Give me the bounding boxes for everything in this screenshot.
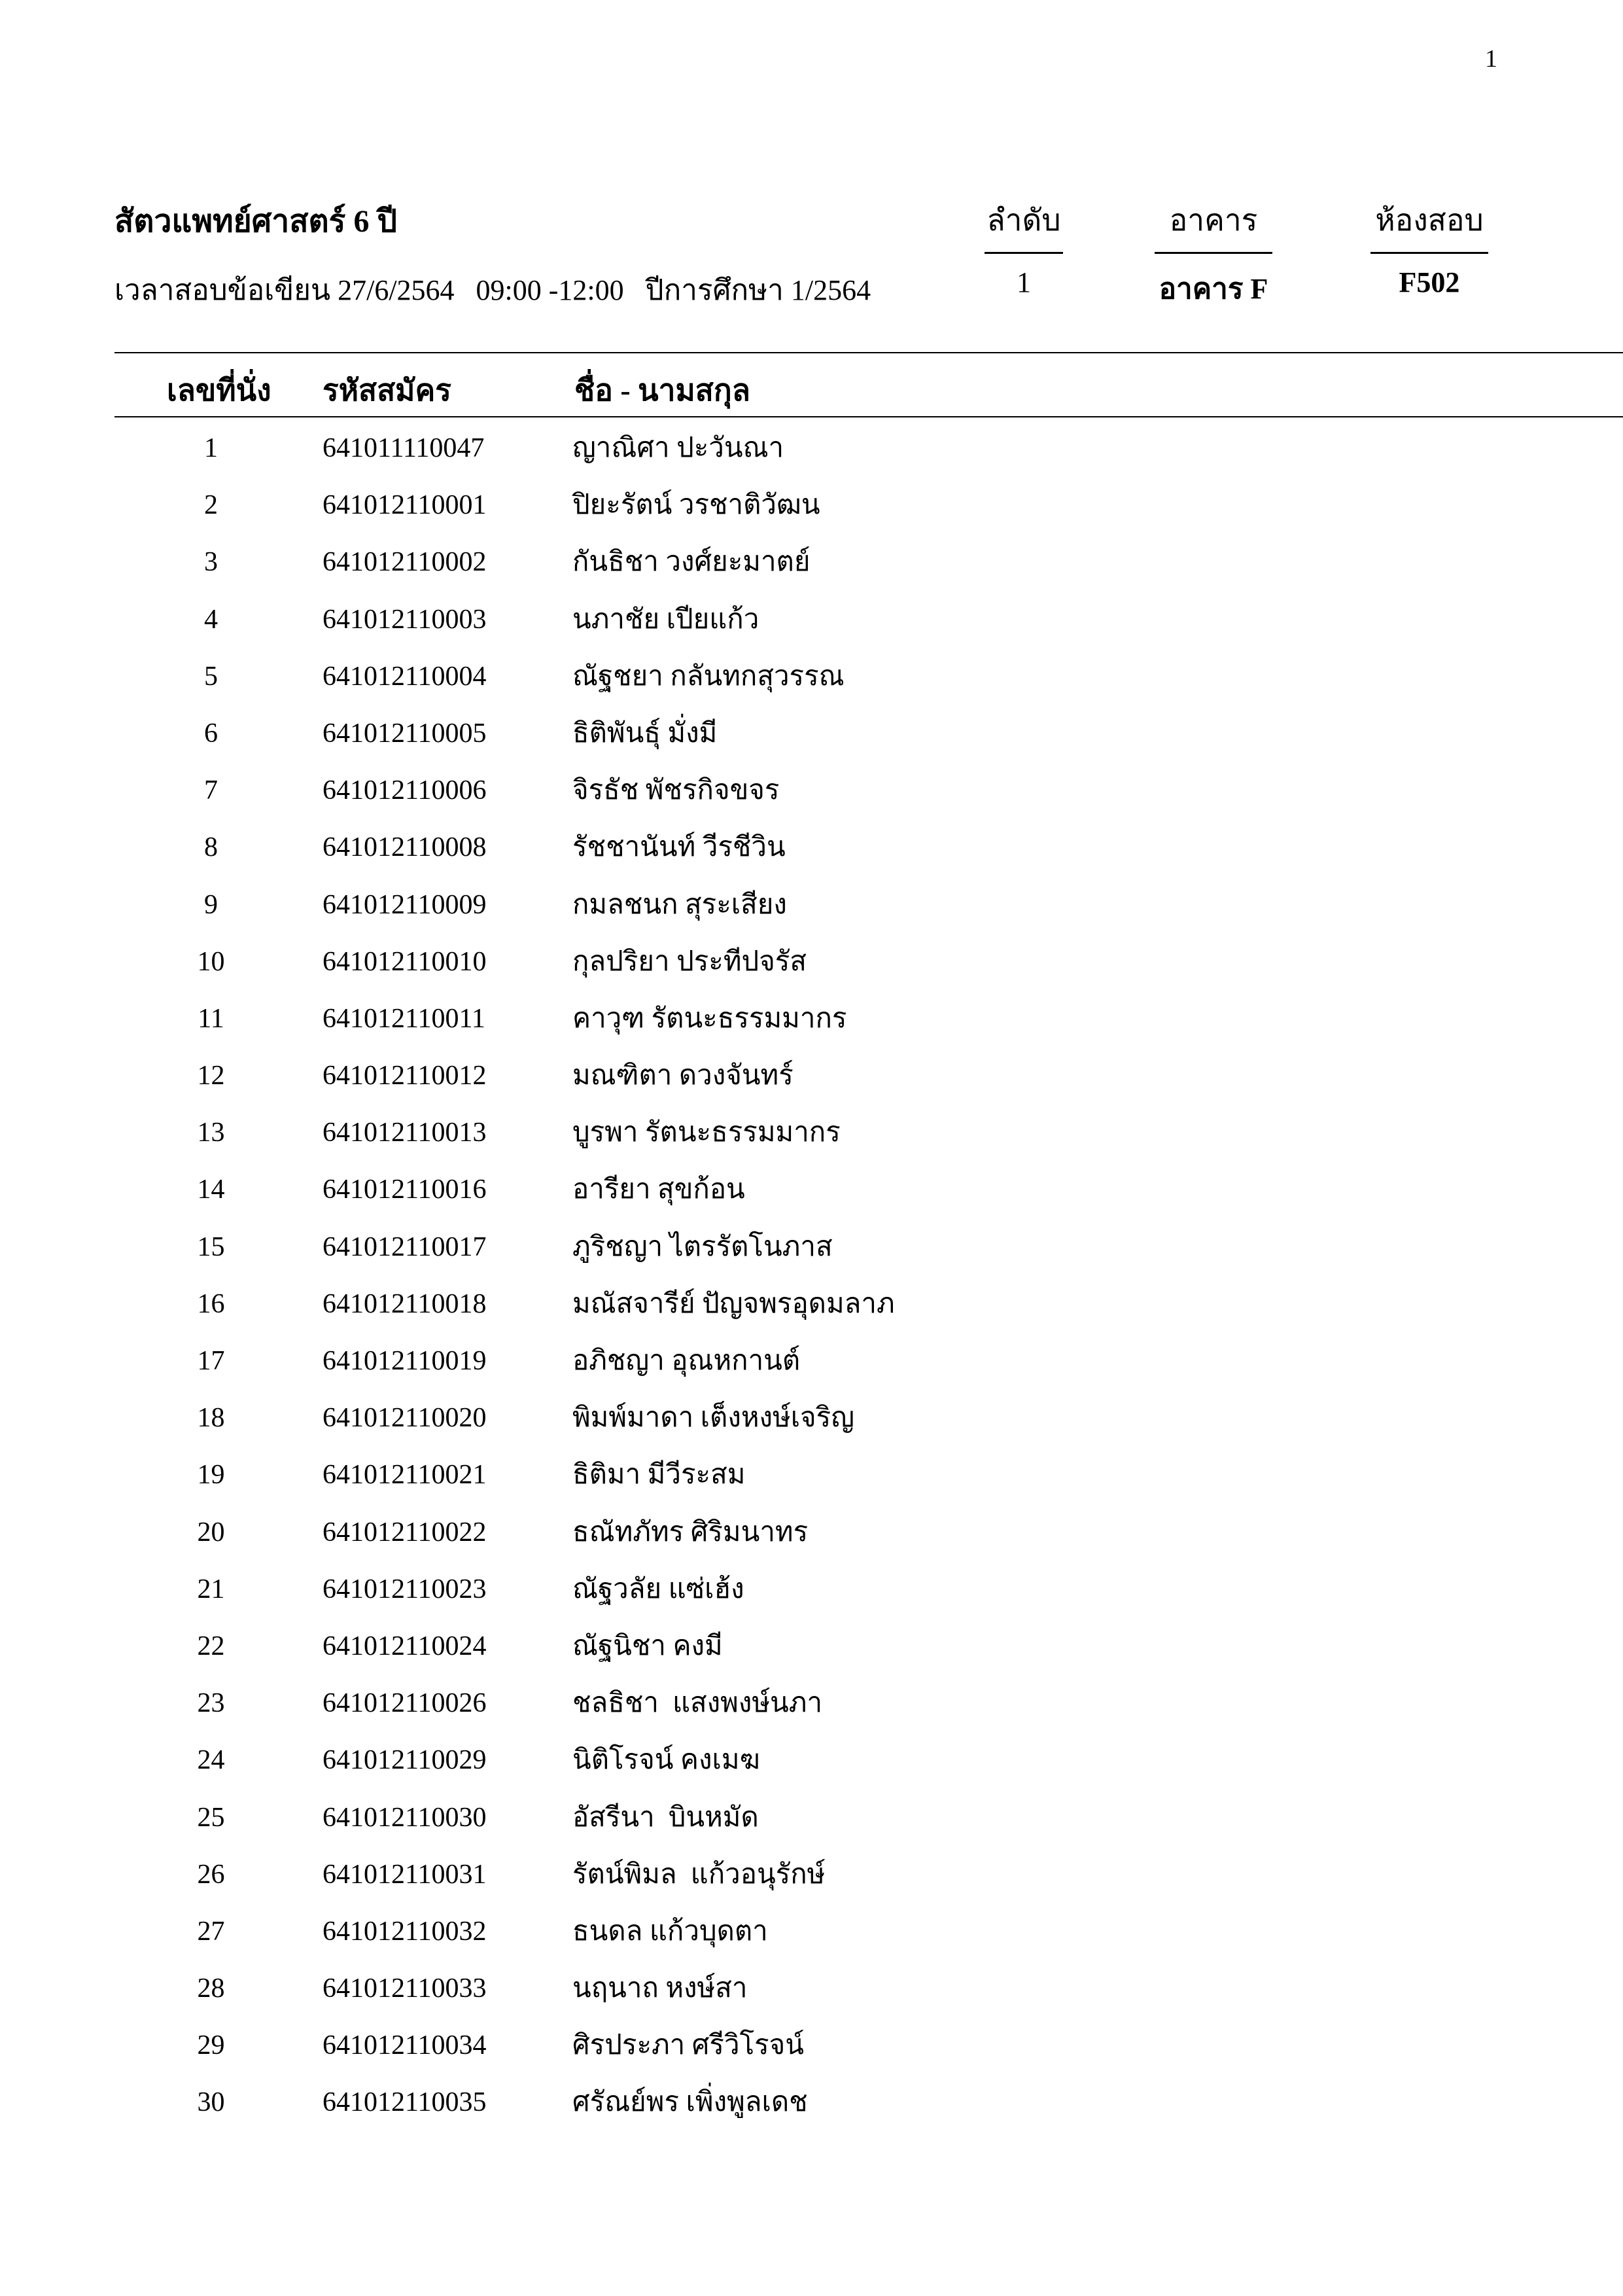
table-row xyxy=(0,771,1623,828)
seat-number: 10 xyxy=(197,946,225,977)
seat-number: 9 xyxy=(204,889,218,920)
seat-number: 27 xyxy=(197,1916,225,1947)
column-header-seat: เลขที่นั่ง xyxy=(167,374,271,407)
room-label: ห้องสอบ xyxy=(1375,203,1484,237)
seat-number: 4 xyxy=(204,604,218,635)
seat-number: 3 xyxy=(204,547,218,578)
seat-number: 17 xyxy=(197,1346,225,1376)
applicant-code: 641012110008 xyxy=(323,832,487,863)
seat-number: 14 xyxy=(197,1174,225,1205)
table-row xyxy=(0,942,1623,999)
table-row xyxy=(0,657,1623,714)
applicant-code: 641012110017 xyxy=(323,1231,487,1262)
table-row xyxy=(0,1227,1623,1284)
applicant-code: 641012110030 xyxy=(323,1802,487,1833)
table-row xyxy=(0,1969,1623,2026)
applicant-code: 641012110020 xyxy=(323,1403,487,1434)
table-row xyxy=(0,1398,1623,1455)
room-column xyxy=(1364,196,1495,299)
applicant-name: กันธิชา วงศ์ยะมาตย์ xyxy=(572,547,811,578)
applicant-code: 641012110012 xyxy=(323,1061,487,1091)
applicant-name: ธนดล แก้วบุดตา xyxy=(572,1916,768,1947)
applicant-name: มณัสจารีย์ ปัญจพรอุดมลาภ xyxy=(572,1288,895,1319)
table-row xyxy=(0,1284,1623,1341)
applicant-name: ธิติพันธุ์ มั่งมี xyxy=(572,718,718,749)
applicant-code: 641012110035 xyxy=(323,2087,487,2118)
seat-number: 6 xyxy=(204,718,218,749)
applicant-code: 641012110009 xyxy=(323,889,487,920)
applicant-name: ธณัทภัทร ศิริมนาทร xyxy=(572,1517,809,1547)
seat-number: 23 xyxy=(197,1688,225,1719)
seat-number: 20 xyxy=(197,1517,225,1547)
applicant-code: 641012110034 xyxy=(323,2030,487,2061)
seat-number: 22 xyxy=(197,1631,225,1661)
table-row xyxy=(0,600,1623,657)
room-value: F502 xyxy=(1399,266,1460,298)
table-row xyxy=(0,1113,1623,1170)
applicant-code: 641012110003 xyxy=(323,604,487,635)
table-row xyxy=(0,429,1623,486)
seat-number: 19 xyxy=(197,1460,225,1491)
applicant-name: นภาชัย เปียแก้ว xyxy=(572,604,759,635)
seat-number: 24 xyxy=(197,1745,225,1776)
seat-number: 1 xyxy=(204,433,218,463)
order-column xyxy=(968,196,1079,299)
applicant-name: มณฑิตา ดวงจันทร์ xyxy=(572,1061,794,1091)
seat-number: 11 xyxy=(198,1003,224,1034)
applicant-name: รัชชานันท์ วีรชีวิน xyxy=(572,832,786,863)
table-row xyxy=(0,1855,1623,1912)
applicant-name: คาวุฑ รัตนะธรรมมากร xyxy=(572,1003,847,1034)
table-row xyxy=(0,1170,1623,1227)
applicant-code: 641012110004 xyxy=(323,661,487,692)
applicant-code: 641012110011 xyxy=(323,1003,485,1034)
table-row xyxy=(0,1056,1623,1113)
program-title: สัตวแพทย์ศาสตร์ 6 ปี xyxy=(114,204,397,239)
seat-number: 8 xyxy=(204,832,218,863)
applicant-name: รัตน์พิมล แก้วอนุรักษ์ xyxy=(572,1859,826,1890)
seat-number: 18 xyxy=(197,1403,225,1434)
applicant-name: ณัฐวลัย แซ่เฮ้ง xyxy=(572,1574,744,1604)
applicant-code: 641012110019 xyxy=(323,1346,487,1376)
seat-number: 7 xyxy=(204,775,218,806)
applicant-code: 641011110047 xyxy=(323,433,485,463)
table-row xyxy=(0,1455,1623,1512)
table-row xyxy=(0,1798,1623,1855)
applicant-name: อภิชญา อุณหกานต์ xyxy=(572,1346,801,1376)
applicant-code: 641012110023 xyxy=(323,1574,487,1604)
applicant-name: ธิติมา มีวีระสม xyxy=(572,1460,746,1491)
applicant-code: 641012110016 xyxy=(323,1174,487,1205)
applicant-code: 641012110024 xyxy=(323,1631,487,1661)
applicant-name: ณัฐนิชา คงมี xyxy=(572,1631,723,1661)
applicant-name: กมลชนก สุระเสียง xyxy=(572,889,787,920)
order-label: ลำดับ xyxy=(986,203,1061,237)
seat-number: 13 xyxy=(197,1118,225,1148)
seat-number: 26 xyxy=(197,1859,225,1890)
applicant-code: 641012110031 xyxy=(323,1859,487,1890)
applicant-name: ศิรประภา ศรีวิโรจน์ xyxy=(572,2030,805,2061)
table-top-rule xyxy=(114,352,1623,353)
table-header-rule xyxy=(114,416,1623,417)
applicant-name: จิรธัช พัชรกิจขจร xyxy=(572,775,780,806)
table-row xyxy=(0,1740,1623,1797)
table-row xyxy=(0,1341,1623,1398)
seat-number: 30 xyxy=(197,2087,225,2118)
table-row xyxy=(0,885,1623,942)
seat-number: 15 xyxy=(197,1231,225,1262)
building-value: อาคาร F xyxy=(1159,273,1268,305)
seat-number: 28 xyxy=(197,1973,225,2004)
column-header-code: รหัสสมัคร xyxy=(323,374,451,407)
applicant-code: 641012110002 xyxy=(323,547,487,578)
applicant-code: 641012110021 xyxy=(323,1460,487,1491)
table-row xyxy=(0,828,1623,885)
seat-number: 5 xyxy=(204,661,218,692)
room-underline xyxy=(1370,252,1488,254)
table-row xyxy=(0,714,1623,771)
applicant-name: นฤนาถ หงษ์สา xyxy=(572,1973,748,2004)
table-row xyxy=(0,1912,1623,1969)
applicant-name: พิมพ์มาดา เต็งหงษ์เจริญ xyxy=(572,1403,855,1434)
applicant-name: อัสรีนา บินหมัด xyxy=(572,1802,759,1833)
applicant-name: ศรัณย์พร เพิ่งพูลเดช xyxy=(572,2087,808,2118)
building-column xyxy=(1151,196,1276,311)
table-row xyxy=(0,1513,1623,1570)
table-row xyxy=(0,2083,1623,2140)
table-row xyxy=(0,999,1623,1056)
applicant-code: 641012110018 xyxy=(323,1288,487,1319)
applicant-code: 641012110006 xyxy=(323,775,487,806)
applicant-name: ภูริชญา ไตรรัตโนภาส xyxy=(572,1231,833,1262)
table-row xyxy=(0,2026,1623,2083)
table-row xyxy=(0,1627,1623,1684)
column-header-name: ชื่อ - นามสกุล xyxy=(574,374,750,407)
exam-info: เวลาสอบข้อเขียน 27/6/2564 09:00 -12:00 ปีการศึกษา 1/2564 xyxy=(114,274,871,306)
applicant-name: นิติโรจน์ คงเมฆ xyxy=(572,1745,760,1776)
seat-number: 21 xyxy=(197,1574,225,1604)
applicant-name: บูรพา รัตนะธรรมมากร xyxy=(572,1118,841,1148)
applicant-name: ณัฐชยา กลันทกสุวรรณ xyxy=(572,661,845,692)
seat-number: 2 xyxy=(204,490,218,521)
table-row xyxy=(0,486,1623,542)
building-label: อาคาร xyxy=(1169,203,1258,237)
applicant-name: ปิยะรัตน์ วรชาติวัฒน xyxy=(572,490,820,521)
applicant-name: กุลปริยา ประทีปจรัส xyxy=(572,946,807,977)
applicant-code: 641012110013 xyxy=(323,1118,487,1148)
order-value: 1 xyxy=(1017,266,1031,298)
seat-number: 12 xyxy=(197,1061,225,1091)
applicant-code: 641012110026 xyxy=(323,1688,487,1719)
seat-number: 16 xyxy=(197,1288,225,1319)
applicant-code: 641012110005 xyxy=(323,718,487,749)
table-row xyxy=(0,1684,1623,1740)
applicant-code: 641012110029 xyxy=(323,1745,487,1776)
seat-number: 25 xyxy=(197,1802,225,1833)
applicant-name: อารียา สุขก้อน xyxy=(572,1174,745,1205)
applicant-code: 641012110010 xyxy=(323,946,487,977)
applicant-code: 641012110033 xyxy=(323,1973,487,2004)
applicant-code: 641012110022 xyxy=(323,1517,487,1547)
applicant-name: ญาณิศา ปะวันณา xyxy=(572,433,784,463)
table-row xyxy=(0,542,1623,599)
applicant-code: 641012110001 xyxy=(323,490,487,521)
page-number: 1 xyxy=(1485,45,1497,73)
seat-number: 29 xyxy=(197,2030,225,2061)
table-row xyxy=(0,1570,1623,1627)
order-underline xyxy=(985,252,1063,254)
building-underline xyxy=(1155,252,1272,254)
table-body xyxy=(0,429,1623,2140)
applicant-code: 641012110032 xyxy=(323,1916,487,1947)
applicant-name: ชลธิชา แสงพงษ์นภา xyxy=(572,1688,823,1719)
